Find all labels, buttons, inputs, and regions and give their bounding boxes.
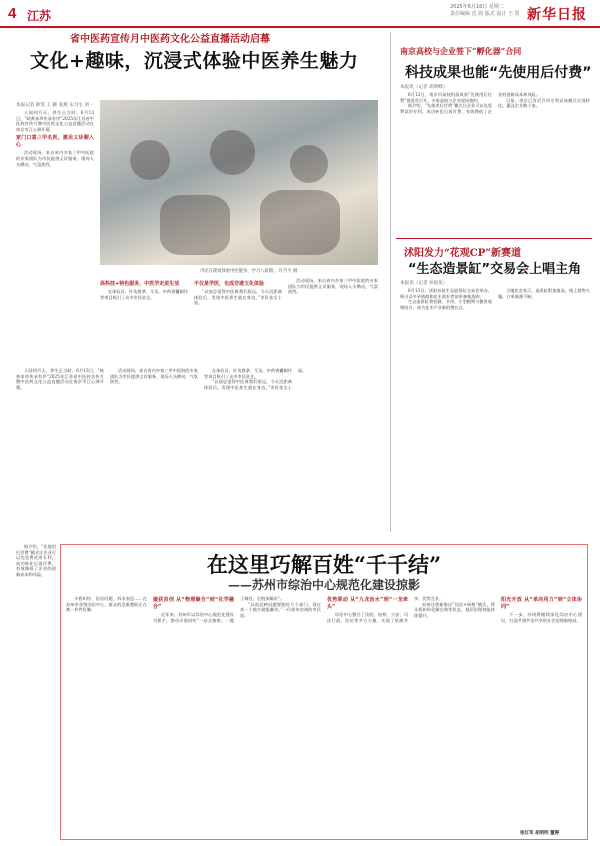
main-story-photo (100, 100, 378, 265)
main-story-column-1 (16, 110, 94, 360)
paragraph: 目前，南京已有近百项专利以该模式实现转化，惠及企业数十家。 (498, 97, 590, 109)
right-mid-kicker: 沭阳发力“花观CP”新赛道 (404, 248, 521, 259)
feature-subhead-3: 阳光开放 从“单向用力”到“立体协同” (501, 597, 582, 610)
paragraph: 生态造景缸将苔藓、多肉、小型植物与微景观相结合，成为花木产业新的增长点。 (400, 299, 492, 310)
paragraph: 近年来，苏州市以综治中心规范化建设为抓手，推动矛盾纠纷“一站式接收、一揽子调处、全链条解决”。 (153, 596, 285, 623)
editor-line: 责任编辑 沈 韵 版式 设计 王 贺 (450, 11, 520, 17)
main-story-column-4 (288, 278, 378, 358)
paragraph: 在体验区，针灸推拿、艾灸、中药香囊制作等项目吸引了众多市民驻足。 (204, 368, 292, 379)
paragraph: 据介绍，“先使用后付费”模式让企业可以先免费试用专利，成功转化后再付费，有效降低了企业的创新成本和风险。 (400, 92, 540, 114)
feature-body (66, 596, 582, 828)
newspaper-logo: 新华日报 (527, 7, 587, 23)
paragraph: 6月12日，南京市高校科技成果“先使用后付费”推进会召开，多家高校与企业现场签约。 (400, 92, 492, 103)
date-line: 2025年6月16日 星期二 (450, 4, 504, 10)
paragraph: 下一步，苏州将继续深化综治中心建设，打造共建共治共享的社会治理新格局。 (501, 612, 582, 623)
paragraph: 矛盾纠纷、信访问题、诉求表达……在苏州市各级综治中心，群众的急难愁盼正在被一件件化解。 (66, 596, 147, 613)
paragraph: 活动现场，来自省内多家三甲中医院的专家团队为市民提供义诊服务，现场人头攒动，气氛热烈。 (110, 368, 198, 385)
column-divider (390, 32, 391, 532)
right-top-byline: 本报讯（记者 胡明峰） (400, 85, 448, 90)
paragraph: 人间四月天，养生正当时。6月13日，“岐黄本草传承有序”2025年江苏省中医药宣传月暨中医药文化公益直播活动在南京市江心洲开幕。 (16, 368, 104, 390)
section-name: 江苏 (27, 9, 52, 23)
main-story-kicker: 省中医药宣传月中医药文化公益直播活动启幕 (70, 34, 270, 45)
right-top-body (400, 92, 590, 232)
paragraph: “以前总觉得中医离我们很远，今天近距离体验后，发现中医养生就在身边。”市民张女士说。 (194, 289, 282, 306)
right-mid-byline: 本报讯（记者 孙国星） (400, 281, 448, 286)
paragraph: 6月13日，沭阳首届生态造景缸交易会举办，吸引众多采购商和花木爱好者前来参观选购。 (400, 288, 492, 299)
feature-author: 张红军 胡明明 董婷 (520, 831, 560, 836)
paragraph: “以前总觉得中医离我们很远，今天近距离体验后，发现中医养生就在身边。”市民张女士说。 (204, 368, 307, 390)
feature-subhead-1: 屡获首创 从“物理聚合”到“化学融合” (153, 597, 234, 610)
main-story-subhead-2: 高科技+特色服务，中医学走进生活 (100, 281, 180, 287)
feature-subhead-2: 优势联动 从“九龙治水”到“一龙牵头” (327, 597, 408, 610)
header-info (450, 4, 525, 18)
main-story-photo-caption: 市民在现场体验中医健身、学习八段锦。 许乃平 摄 (200, 269, 298, 274)
paragraph: 据介绍，“先使用后付费”模式让企业可以先免费试用专利，成功转化后再付费，有效降低了企业的创新成本和风险。 (16, 544, 56, 577)
main-story-subhead-3: 不仅是学医，也成非遗文化体验 (194, 281, 265, 287)
feature-subheadline: ——苏州市综治中心规范化建设掠影 (227, 578, 420, 592)
main-story-headline: 文化+趣味，沉浸式体验中医养生魅力 (30, 50, 359, 72)
main-story-byline: 本报记者 耿雯 王 颖 张燕 实习生 刘一 (16, 103, 94, 108)
paragraph: 人间四月天，养生正当时。6月13日，“岐黄本草传承有序”2025年江苏省中医药宣传月暨中医药文化公益直播活动在南京市江心洲开幕。 (16, 110, 94, 132)
section-divider (396, 238, 592, 239)
main-story-continued (16, 368, 386, 538)
right-mid-headline: “生态造景缸”交易会上唱主角 (408, 262, 582, 277)
paragraph: 苏州还创新推出“综治+网格”模式，将矛盾纠纷化解在萌芽状态，基层治理效能持续提升。 (414, 601, 495, 618)
main-story-subhead-1: 家门口喜三甲名医，惠民义诊聊入心 (16, 135, 94, 149)
right-top-kicker: 南京高校与企业签下“孵化器”合同 (400, 46, 522, 56)
paragraph: 活动现场，来自省内多家三甲中医院的专家团队为市民提供义诊服务，现场人头攒动，气氛热烈。 (288, 278, 378, 295)
page-number: 4 (8, 5, 17, 22)
feature-headline: 在这里巧解百姓“千千结” (206, 552, 442, 577)
main-story-column-3 (194, 278, 282, 358)
paragraph: “以前反映问题要跑好几个部门，现在来一个地方就能解决。”一位前来咨询的市民说。 (240, 601, 321, 618)
main-story-column-2 (100, 278, 188, 358)
paragraph: 综治中心整合了法院、检察、公安、司法行政、信访等多方力量，实现了资源共享、优势互补。 (327, 596, 444, 623)
right-mid-body (400, 288, 590, 528)
paragraph: 活动现场，来自省内多家三甲中医院的专家团队为市民提供义诊服务，现场人头攒动，气氛热烈。 (16, 150, 94, 167)
paragraph: 当地花农表示，造景缸附加值高，线上销售火爆，订单源源不断。 (498, 288, 590, 299)
right-top-headline: 科技成果也能“先使用后付费” (405, 65, 592, 81)
paragraph: 在体验区，针灸推拿、艾灸、中药香囊制作等项目吸引了众多市民驻足。 (100, 289, 188, 300)
left-brief-column (16, 544, 56, 840)
